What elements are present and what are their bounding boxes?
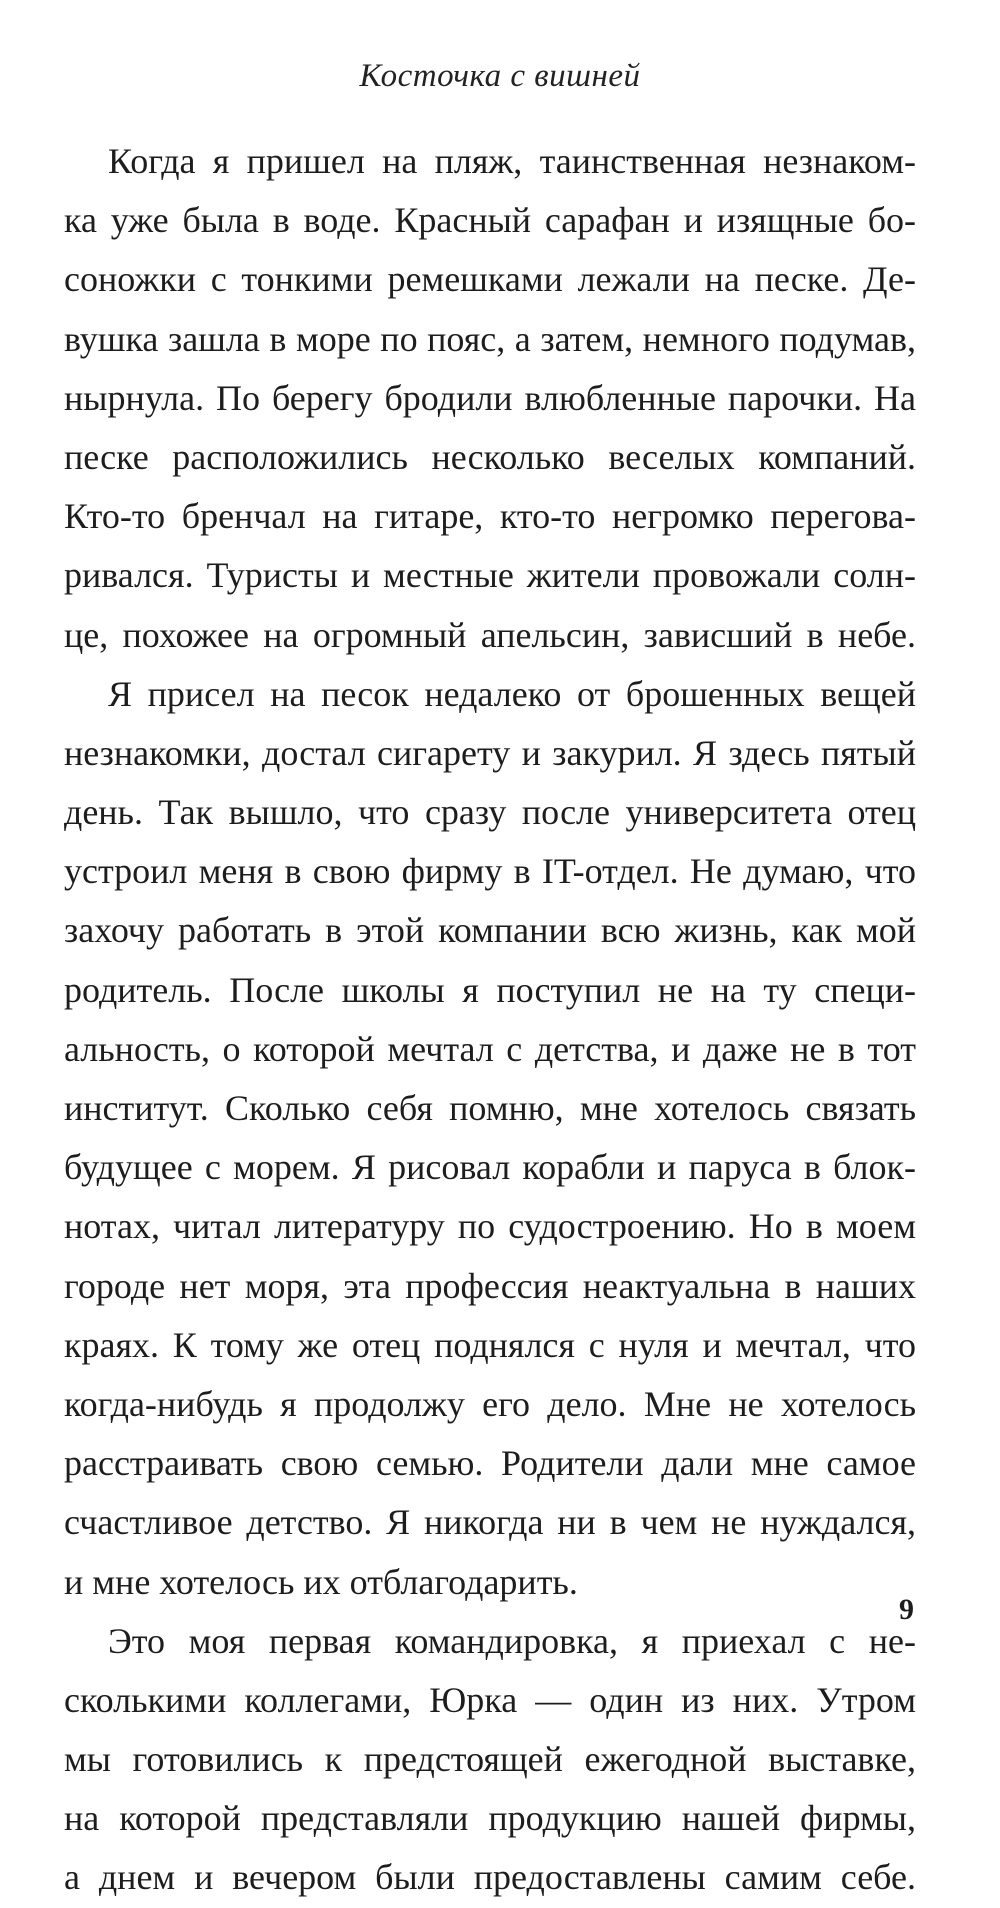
text-line: устроил меня в свою фирму в IT-отдел. Не думаю, что — [64, 851, 916, 892]
text-line: нырнула. По берегу бродили влюбленные парочки. На — [64, 377, 916, 418]
paragraph-3 — [64, 1612, 916, 1908]
text-line: ка уже была в воде. Красный сарафан и изящные бо- — [64, 200, 916, 241]
running-header: Косточка с вишней — [359, 58, 641, 94]
text-line: захочу работать в этой компании всю жизнь, как мой — [64, 910, 916, 951]
text-line: Я присел на песок недалеко от брошенных вещей — [108, 673, 916, 714]
text-line: день. Так вышло, что сразу после университета отец — [64, 792, 916, 833]
text-line: Это моя первая командировка, я приехал с не- — [108, 1620, 916, 1661]
text-line: незнакомки, достал сигарету и закурил. Я здесь пятый — [64, 732, 916, 773]
text-line: расстраивать свою семью. Родители дали мне самое — [64, 1443, 916, 1484]
text-line: краях. К тому же отец поднялся с нуля и мечтал, что — [64, 1324, 916, 1365]
body-text — [64, 132, 916, 1908]
text-line: институт. Сколько себя помню, мне хотелось связать — [64, 1088, 916, 1128]
text-line: мы готовились к предстоящей ежегодной выставке, — [64, 1739, 916, 1780]
page-number: 9 — [899, 1593, 914, 1626]
text-line: вушка зашла в море по пояс, а затем, немного подумав, — [64, 318, 916, 359]
text-line: а днем и вечером были предоставлены самим себе. — [64, 1857, 916, 1898]
text-line: Кто-то бренчал на гитаре, кто-то негромко перегова- — [64, 496, 916, 537]
text-line: соножки с тонкими ремешками лежали на песке. Де- — [64, 259, 916, 300]
paragraph-2 — [64, 665, 916, 1612]
text-line: когда-нибудь я продолжу его дело. Мне не хотелось — [64, 1383, 916, 1424]
text-line: альность, о которой мечтал с детства, и даже не в тот — [64, 1028, 916, 1069]
text-line: нотах, читал литературу по судостроению. Но в моем — [64, 1206, 916, 1247]
text-line: и мне хотелось их отблагодарить. — [64, 1561, 578, 1602]
text-line: родитель. После школы я поступил не на ту специ- — [64, 969, 916, 1010]
paragraph-1 — [64, 132, 916, 665]
text-line: счастливое детство. Я никогда ни в чем не нуждался, — [64, 1502, 916, 1543]
text-line: сколькими коллегами, Юрка — один из них. Утром — [64, 1679, 916, 1720]
text-line: песке расположились несколько веселых компаний. — [64, 436, 916, 477]
text-line: Когда я пришел на пляж, таинственная незнаком- — [108, 141, 916, 181]
text-line: будущее с морем. Я рисовал корабли и паруса в блок- — [64, 1147, 916, 1188]
text-line: на которой представляли продукцию нашей фирмы, — [64, 1798, 916, 1839]
text-line: городе нет моря, эта профессия неактуальна в наших — [64, 1265, 916, 1306]
text-line: ривался. Туристы и местные жители провожали солн- — [64, 555, 916, 596]
text-line: це, похожее на огромный апельсин, зависший в небе. — [64, 614, 916, 655]
